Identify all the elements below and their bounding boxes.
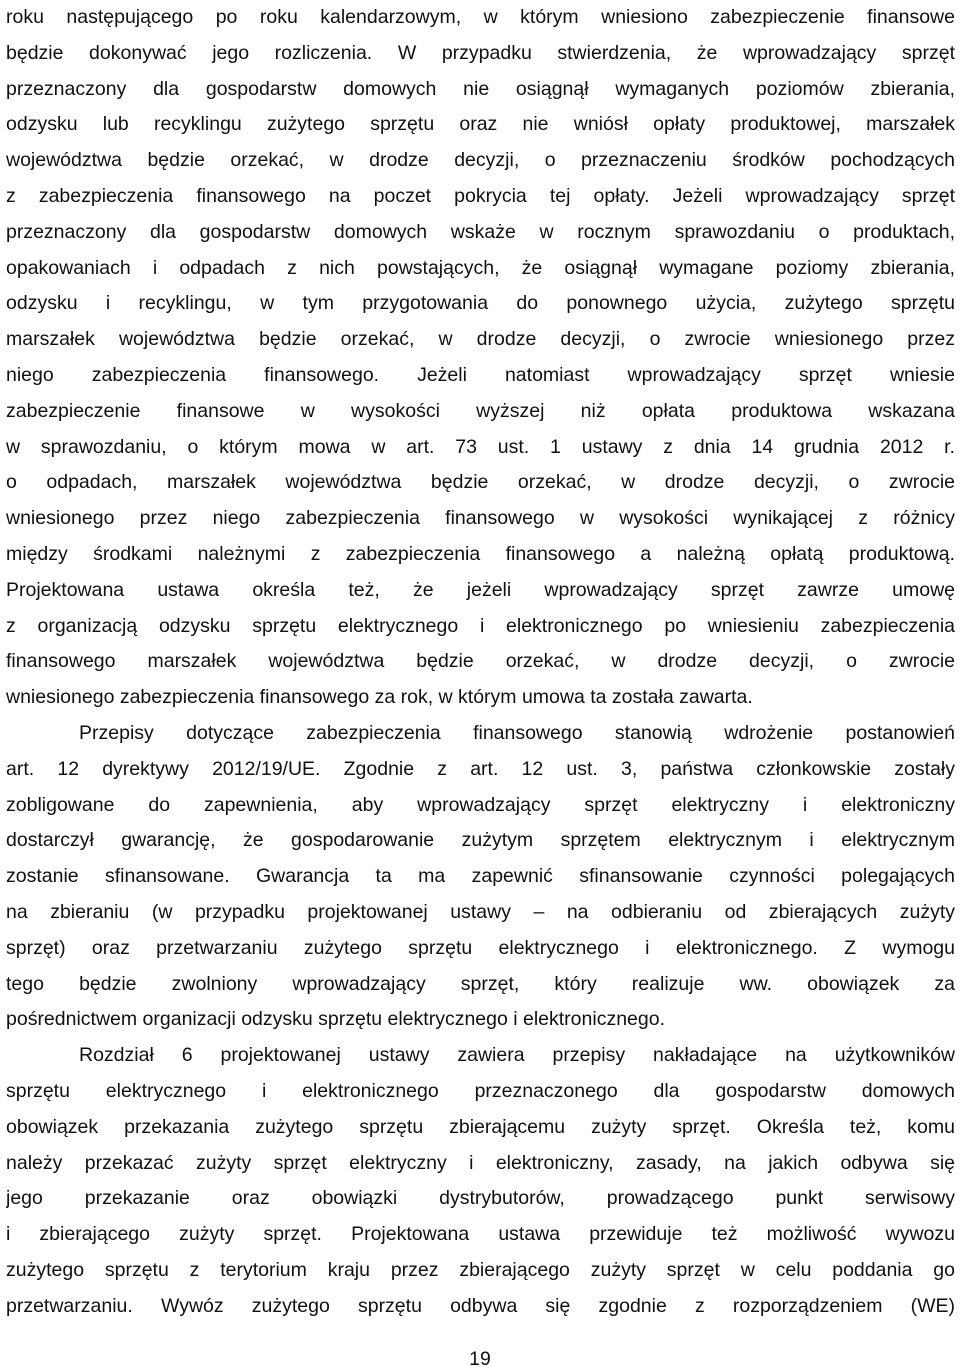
text-line: pośrednictwem organizacji odzysku sprzętu elektrycznego i elektronicznego. [6,1008,665,1031]
text-line: w sprawozdaniu, o którym mowa w art. 73 ust. 1 ustawy z dnia 14 grudnia 2012 r. [6,435,955,458]
text-line: zostanie sfinansowane. Gwarancja ta ma zapewnić sfinansowanie czynności polegających [6,865,955,888]
text-line: finansowego marszałek województwa będzie orzekać, w drodze decyzji, o zwrocie [6,650,955,673]
text-line: na zbieraniu (w przypadku projektowanej ustawy – na odbieraniu od zbierających zużyty [6,900,955,923]
text-line: sprzętu elektrycznego i elektronicznego przeznaczonego dla gospodarstw domowych [6,1079,955,1102]
paragraph-3 [6,1038,955,1324]
page-number: 19 [469,1348,491,1370]
text-line: zużytego sprzętu z terytorium kraju przez zbierającego zużyty sprzęt w celu poddania go [6,1258,955,1281]
text-line: odzysku i recyklingu, w tym przygotowania do ponownego użycia, zużytego sprzętu [6,292,955,315]
text-line: sprzęt) oraz przetwarzaniu zużytego sprzętu elektrycznego i elektronicznego. Z wymogu [6,936,955,959]
text-line: jego przekazanie oraz obowiązki dystrybutorów, prowadzącego punkt serwisowy [6,1187,955,1210]
paragraph-2 [6,716,955,1038]
text-line: i zbierającego zużyty sprzęt. Projektowana ustawa przewiduje też możliwość wywozu [6,1223,955,1246]
text-line: obowiązek przekazania zużytego sprzętu zbierającemu zużyty sprzęt. Określa też, komu [6,1115,955,1138]
text-line: zobligowane do zapewnienia, aby wprowadzający sprzęt elektryczny i elektroniczny [6,793,955,816]
text-line: przetwarzaniu. Wywóz zużytego sprzętu odbywa się zgodnie z rozporządzeniem (WE) [6,1294,955,1317]
document-page [6,0,955,1324]
text-line: między środkami należnymi z zabezpieczenia finansowego a należną opłatą produktową. [6,542,955,565]
text-line: opakowaniach i odpadach z nich powstających, że osiągnął wymagane poziomy zbierania, [6,256,955,279]
text-line: zabezpieczenie finansowe w wysokości wyższej niż opłata produktowa wskazana [6,399,955,422]
text-line: z organizacją odzysku sprzętu elektrycznego i elektronicznego po wniesieniu zabezpieczenia [6,614,955,637]
text-line: dostarczył gwarancję, że gospodarowanie zużytym sprzętem elektrycznym i elektrycznym [6,829,955,852]
text-line: należy przekazać zużyty sprzęt elektryczny i elektroniczny, zasady, na jakich odbywa się [6,1151,955,1174]
text-line: z zabezpieczenia finansowego na poczet pokrycia tej opłaty. Jeżeli wprowadzający sprzęt [6,184,955,207]
text-line: niego zabezpieczenia finansowego. Jeżeli natomiast wprowadzający sprzęt wniesie [6,363,955,386]
text-line: marszałek województwa będzie orzekać, w drodze decyzji, o zwrocie wniesionego przez [6,328,955,351]
text-line: będzie dokonywać jego rozliczenia. W przypadku stwierdzenia, że wprowadzający sprzęt [6,41,955,64]
text-line: tego będzie zwolniony wprowadzający sprzęt, który realizuje ww. obowiązek za [6,972,955,995]
text-line: art. 12 dyrektywy 2012/19/UE. Zgodnie z art. 12 ust. 3, państwa członkowskie zostały [6,757,955,780]
text-line: przeznaczony dla gospodarstw domowych nie osiągnął wymaganych poziomów zbierania, [6,77,955,100]
text-line: przeznaczony dla gospodarstw domowych wskaże w rocznym sprawozdaniu o produktach, [6,220,955,243]
text-line: województwa będzie orzekać, w drodze decyzji, o przeznaczeniu środków pochodzących [6,149,955,172]
text-line: wniesionego przez niego zabezpieczenia finansowego w wysokości wynikającej z różnicy [6,507,955,530]
text-line: Rozdział 6 projektowanej ustawy zawiera przepisy nakładające na użytkowników [79,1044,955,1067]
paragraph-1 [6,0,955,716]
text-line: roku następującego po roku kalendarzowym, w którym wniesiono zabezpieczenie finansowe [6,6,955,28]
text-line: o odpadach, marszałek województwa będzie orzekać, w drodze decyzji, o zwrocie [6,471,955,494]
text-line: odzysku lub recyklingu zużytego sprzętu oraz nie wniósł opłaty produktowej, marszałek [6,113,955,136]
text-line: wniesionego zabezpieczenia finansowego za rok, w którym umowa ta została zawarta. [6,686,753,709]
text-line: Przepisy dotyczące zabezpieczenia finansowego stanowią wdrożenie postanowień [79,721,955,744]
text-line: Projektowana ustawa określa też, że jeżeli wprowadzający sprzęt zawrze umowę [6,578,955,601]
